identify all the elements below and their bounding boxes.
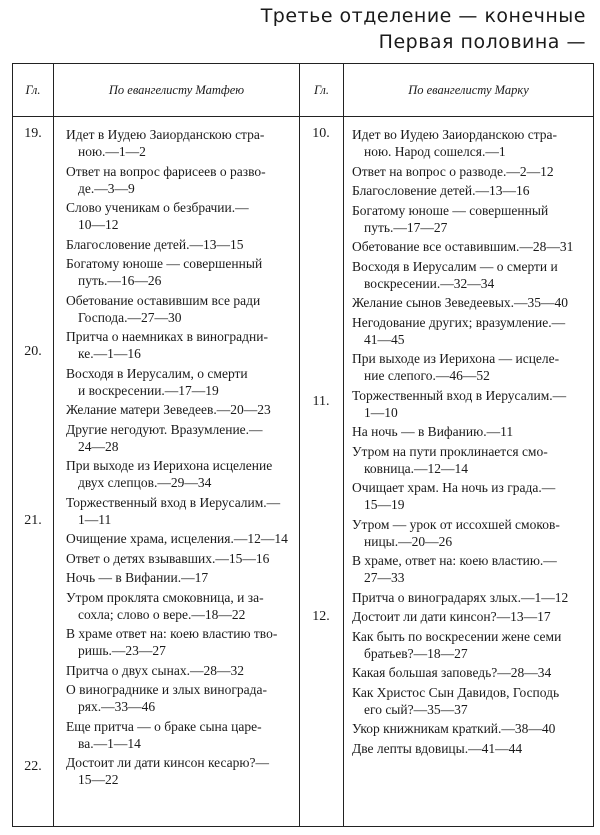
matthew-chapter-number: 19. (24, 126, 42, 141)
list-item: Притча о виноградарях злых.—1—12 (352, 589, 569, 605)
list-item: Торжественный вход в Иерусалим.— 1—11 (66, 494, 281, 527)
column-divider (299, 64, 300, 826)
list-item: Желание матери Зеведеев.—20—23 (66, 402, 271, 417)
list-item: Утром — урок от иссохшей смоков- ницы.—20—26 (352, 516, 560, 549)
mark-column-header: По евангелисту Марку (408, 82, 529, 97)
list-item: Укор книжникам краткий.—38—40 (352, 721, 556, 736)
matthew-chapter-number: 20. (24, 344, 42, 359)
chapter-column-header-right: Гл. (313, 82, 330, 97)
running-header-line2: Первая половина — (378, 31, 586, 53)
list-item: Обетование все оставившим.—28—31 (352, 239, 574, 254)
mark-chapter-number: 12. (312, 609, 330, 624)
running-header-line1: Третье отделение — конечные (260, 5, 586, 27)
list-item: Две лепты вдовицы.—41—44 (352, 740, 523, 756)
list-item: Желание сынов Зеведеевых.—35—40 (352, 295, 569, 310)
list-item: Ответ на вопрос о разводе.—2—12 (352, 163, 554, 179)
list-item: Торжественный вход в Иерусалим.— 1—10 (352, 387, 567, 420)
list-item: Очищает храм. На ночь из града.— 15—19 (352, 480, 556, 512)
list-item: Обетование оставившим все ради Господа.—27—30 (66, 292, 261, 325)
list-item: Восходя в Иерусалим — о смерти и воскресении.—32—34 (352, 258, 558, 291)
list-item: Утром на пути проклинается смо- ковница.—12—14 (352, 443, 548, 476)
column-divider (53, 64, 54, 826)
list-item: О винограднике и злых виноградa- рях.—33—46 (66, 682, 267, 714)
list-item: Ночь — в Вифании.—17 (66, 570, 209, 585)
list-item: Идет в Иудею Заиорданскою стра- ною.—1—2 (66, 127, 265, 159)
list-item: Другие негодуют. Вразумление.— 24—28 (66, 421, 263, 454)
concordance-table (12, 63, 594, 827)
matthew-column-header: По евангелисту Матфею (108, 82, 245, 97)
mark-entries (352, 126, 587, 759)
mark-chapter-number: 10. (312, 126, 330, 141)
list-item: Еще притча — о браке сына царе- ва.—1—14 (66, 718, 262, 751)
chapter-column-header-left: Гл. (25, 82, 41, 97)
list-item: Богатому юноше — совершенный путь.—16—26 (66, 256, 263, 288)
list-item: Достоит ли дати кинсон?—13—17 (352, 609, 551, 624)
list-item: Благословение детей.—13—16 (352, 183, 530, 198)
matthew-chapter-number: 22. (24, 759, 42, 774)
list-item: Ответ о детях взывавших.—15—16 (66, 550, 270, 566)
column-divider (343, 64, 344, 826)
list-item: В храме ответ на: коею властию тво- ришь.—23—27 (66, 626, 278, 658)
header-divider (13, 116, 593, 117)
list-item: Как Христос Сын Давидов, Господь его сый?—35—37 (352, 684, 560, 717)
list-item: Очищение храма, исцеления.—12—14 (66, 531, 288, 546)
list-item: Негодование других; вразумление.— 41—45 (352, 314, 566, 347)
list-item: При выходе из Иерихона исцеление двух слепцов.—29—34 (66, 458, 273, 490)
list-item: Притча о наемниках в виноградни- ке.—1—16 (66, 329, 268, 361)
matthew-chapter-number: 21. (24, 513, 42, 528)
mark-chapter-number: 11. (312, 394, 330, 409)
list-item: Слово ученикам о безбрачии.— 10—12 (66, 200, 249, 232)
list-item: В храме, ответ на: коею властию.— 27—33 (352, 553, 557, 585)
list-item: Достоит ли дати кинсон кесарю?— 15—22 (66, 755, 269, 787)
list-item: На ночь — в Вифанию.—11 (352, 424, 514, 439)
list-item: Восходя в Иерусалим, о смерти и воскресении.—17—19 (66, 365, 248, 398)
list-item: Благословение детей.—13—15 (66, 236, 244, 252)
list-item: Утром проклята смоковница, и за- сохла; слово о вере.—18—22 (66, 589, 264, 622)
list-item: Притча о двух сынах.—28—32 (66, 662, 244, 678)
list-item: Какая большая заповедь?—28—34 (352, 665, 552, 680)
list-item: При выходе из Иерихона — исцеле- ние слепого.—46—52 (352, 351, 560, 383)
list-item: Ответ на вопрос фарисеев о разво- де.—3—9 (66, 163, 266, 196)
list-item: Как быть по воскресении жене семи братьев?—18—27 (352, 628, 562, 661)
list-item: Идет во Иудею Заиорданскою стра- ною. Народ сошелся.—1 (352, 127, 558, 159)
matthew-entries (66, 126, 292, 791)
list-item: Богатому юноше — совершенный путь.—17—27 (352, 202, 549, 235)
